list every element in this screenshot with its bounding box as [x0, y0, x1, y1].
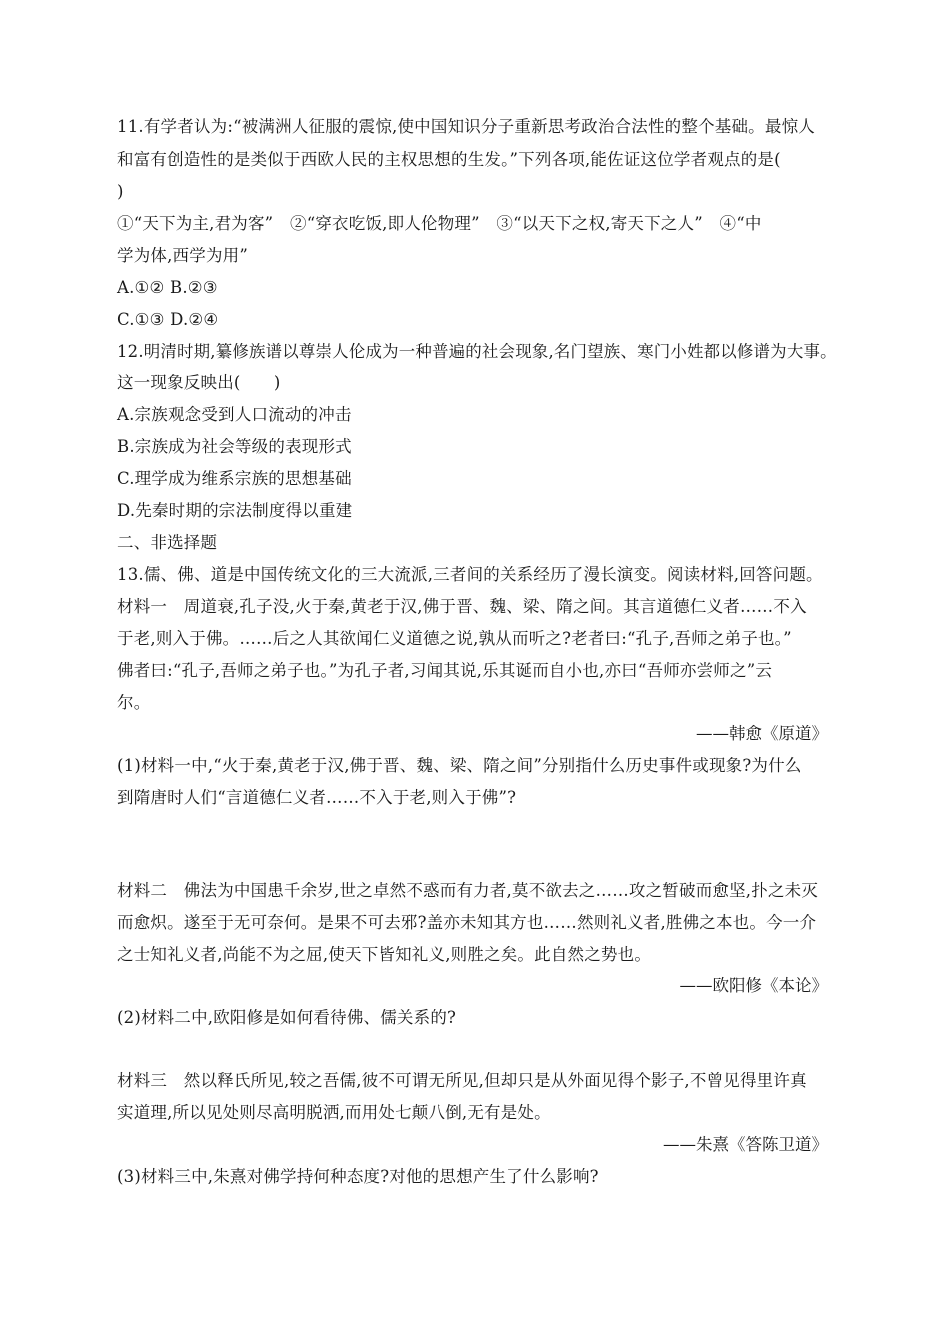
q12-stem-line2: 这一现象反映出( )	[117, 373, 281, 392]
material1-line1: 材料一 周道衰,孔子没,火于秦,黄老于汉,佛于晋、魏、梁、隋之间。其言道德仁义者……不入	[117, 597, 807, 616]
q12-option-b: B.宗族成为社会等级的表现形式	[117, 437, 352, 456]
q11-stem-line2: 和富有创造性的是类似于西欧人民的主权思想的生发。”下列各项,能佐证这位学者观点的是(	[117, 150, 781, 169]
q11-items-line1: ①“天下为主,君为客” ②“穿衣吃饭,即人伦物理” ③“以天下之权,寄天下之人” ④“中	[117, 214, 762, 233]
material2-source: ——欧阳修《本论》	[679, 976, 828, 995]
subquestion2: (2)材料二中,欧阳修是如何看待佛、儒关系的?	[117, 1008, 457, 1027]
subquestion1-line2: 到隋唐时人们“言道德仁义者……不入于老,则入于佛”?	[117, 788, 517, 807]
q13-intro: 13.儒、佛、道是中国传统文化的三大流派,三者间的关系经历了漫长演变。阅读材料,回答问题。	[117, 565, 823, 584]
subquestion1-line1: (1)材料一中,“火于秦,黄老于汉,佛于晋、魏、梁、隋之间”分别指什么历史事件或现象?为什么	[117, 756, 802, 775]
q11-options-cd: C.①③ D.②④	[117, 310, 219, 329]
material3-line1: 材料三 然以释氏所见,较之吾儒,彼不可谓无所见,但却只是从外面见得个影子,不曾见得里许真	[117, 1071, 807, 1090]
material3-line2: 实道理,所以见处则尽高明脱洒,而用处七颠八倒,无有是处。	[117, 1103, 551, 1122]
q12-option-c: C.理学成为维系宗族的思想基础	[117, 469, 352, 488]
material2-line3: 之士知礼义者,尚能不为之屈,使天下皆知礼义,则胜之矣。此自然之势也。	[117, 945, 652, 964]
q12-option-a: A.宗族观念受到人口流动的冲击	[117, 405, 352, 424]
q11-items-line2: 学为体,西学为用”	[117, 246, 248, 265]
q12-stem-line1: 12.明清时期,纂修族谱以尊崇人伦成为一种普遍的社会现象,名门望族、寒门小姓都以修谱为大事。	[117, 342, 837, 361]
material1-line4: 尔。	[117, 693, 151, 712]
material1-source: ——韩愈《原道》	[696, 724, 828, 743]
subquestion3: (3)材料三中,朱熹对佛学持何种态度?对他的思想产生了什么影响?	[117, 1167, 599, 1186]
q12-option-d: D.先秦时期的宗法制度得以重建	[117, 501, 353, 520]
material1-line3: 佛者曰:“孔子,吾师之弟子也。”为孔子者,习闻其说,乐其诞而自小也,亦曰“吾师亦尝师之”云	[117, 661, 773, 680]
q11-stem-line3: )	[117, 182, 124, 201]
material1-line2: 于老,则入于佛。……后之人其欲闻仁义道德之说,孰从而听之?老者曰:“孔子,吾师之弟子也。”	[117, 629, 792, 648]
q11-options-ab: A.①② B.②③	[117, 278, 218, 297]
material3-source: ——朱熹《答陈卫道》	[663, 1135, 828, 1154]
material2-line2: 而愈炽。遂至于无可奈何。是果不可去邪?盖亦未知其方也……然则礼义者,胜佛之本也。今一介	[117, 913, 817, 932]
q11-stem-line1: 11.有学者认为:“被满洲人征服的震惊,使中国知识分子重新思考政治合法性的整个基础。最惊人	[117, 117, 815, 136]
material2-line1: 材料二 佛法为中国患千余岁,世之卓然不惑而有力者,莫不欲去之……攻之暂破而愈坚,扑之未灭	[117, 881, 819, 900]
section-heading: 二、非选择题	[117, 533, 218, 552]
